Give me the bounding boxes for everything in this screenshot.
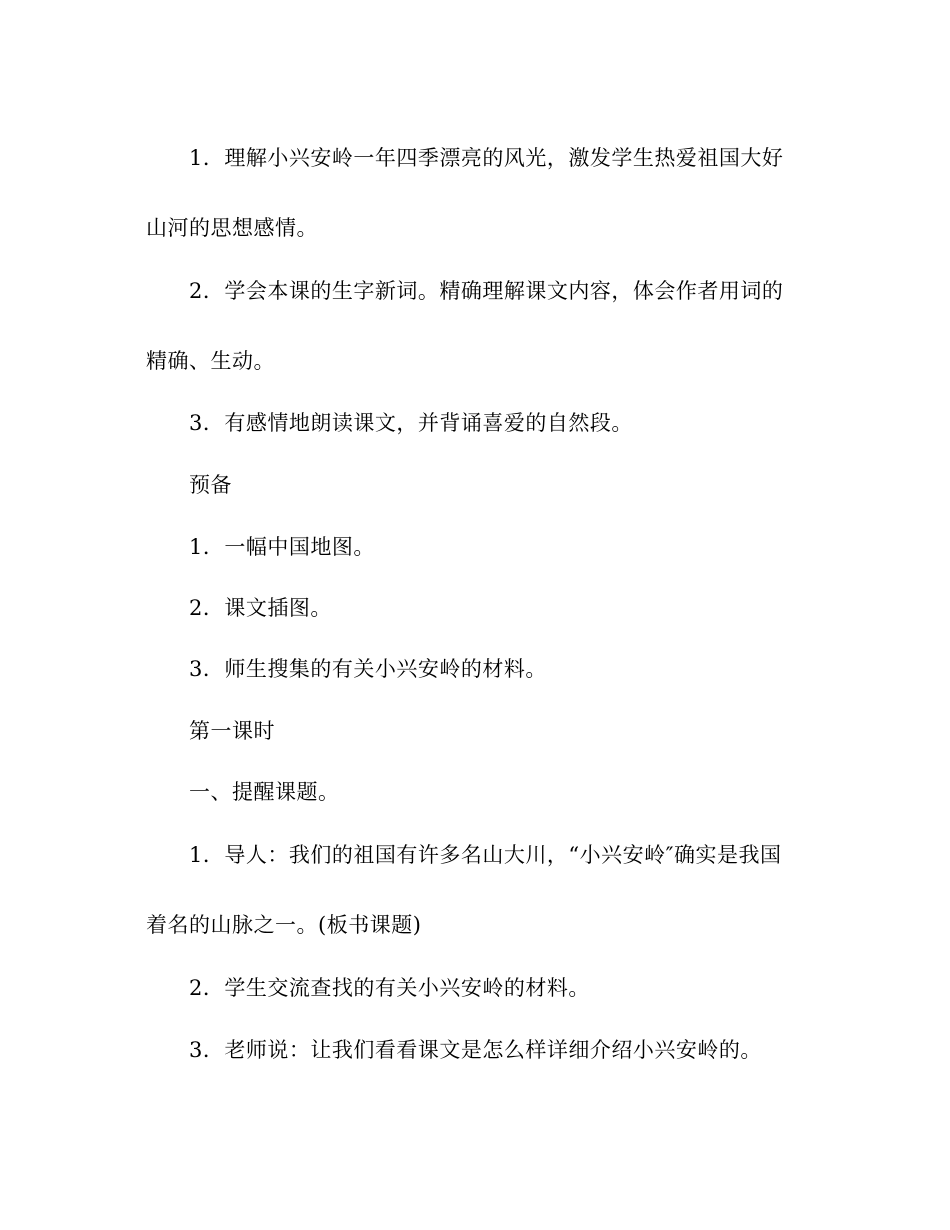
objective-3: 3．有感情地朗读课文，并背诵喜爱的自然段。: [189, 411, 633, 435]
preparation-item-3: 3．师生搜集的有关小兴安岭的材料。: [189, 657, 547, 681]
section-heading-preparation: 预备: [189, 473, 232, 497]
objective-1-line-2: 山河的思想感情。: [146, 216, 318, 240]
step-1-item-2: 2．学生交流查找的有关小兴安岭的材料。: [189, 976, 590, 1000]
preparation-item-2: 2．课文插图。: [189, 596, 332, 620]
objective-2-line-2: 精确、生动。: [146, 349, 275, 373]
step-heading-1: 一、提醒课题。: [189, 780, 340, 804]
section-heading-first-lesson: 第一课时: [189, 719, 275, 743]
step-1-item-1-line-1: 1．导人：我们的祖国有许多名山大川，“小兴安岭″确实是我国: [189, 843, 782, 867]
objective-1-line-1: 1．理解小兴安岭一年四季漂亮的风光，激发学生热爱祖国大好: [189, 146, 784, 170]
objective-2-line-1: 2．学会本课的生字新词。精确理解课文内容，体会作者用词的: [189, 279, 784, 303]
preparation-item-1: 1．一幅中国地图。: [189, 535, 375, 559]
step-1-item-1-line-2: 着名的山脉之一。(板书课题): [146, 913, 422, 937]
step-1-item-3: 3．老师说：让我们看看课文是怎么样详细介绍小兴安岭的。: [189, 1038, 762, 1062]
